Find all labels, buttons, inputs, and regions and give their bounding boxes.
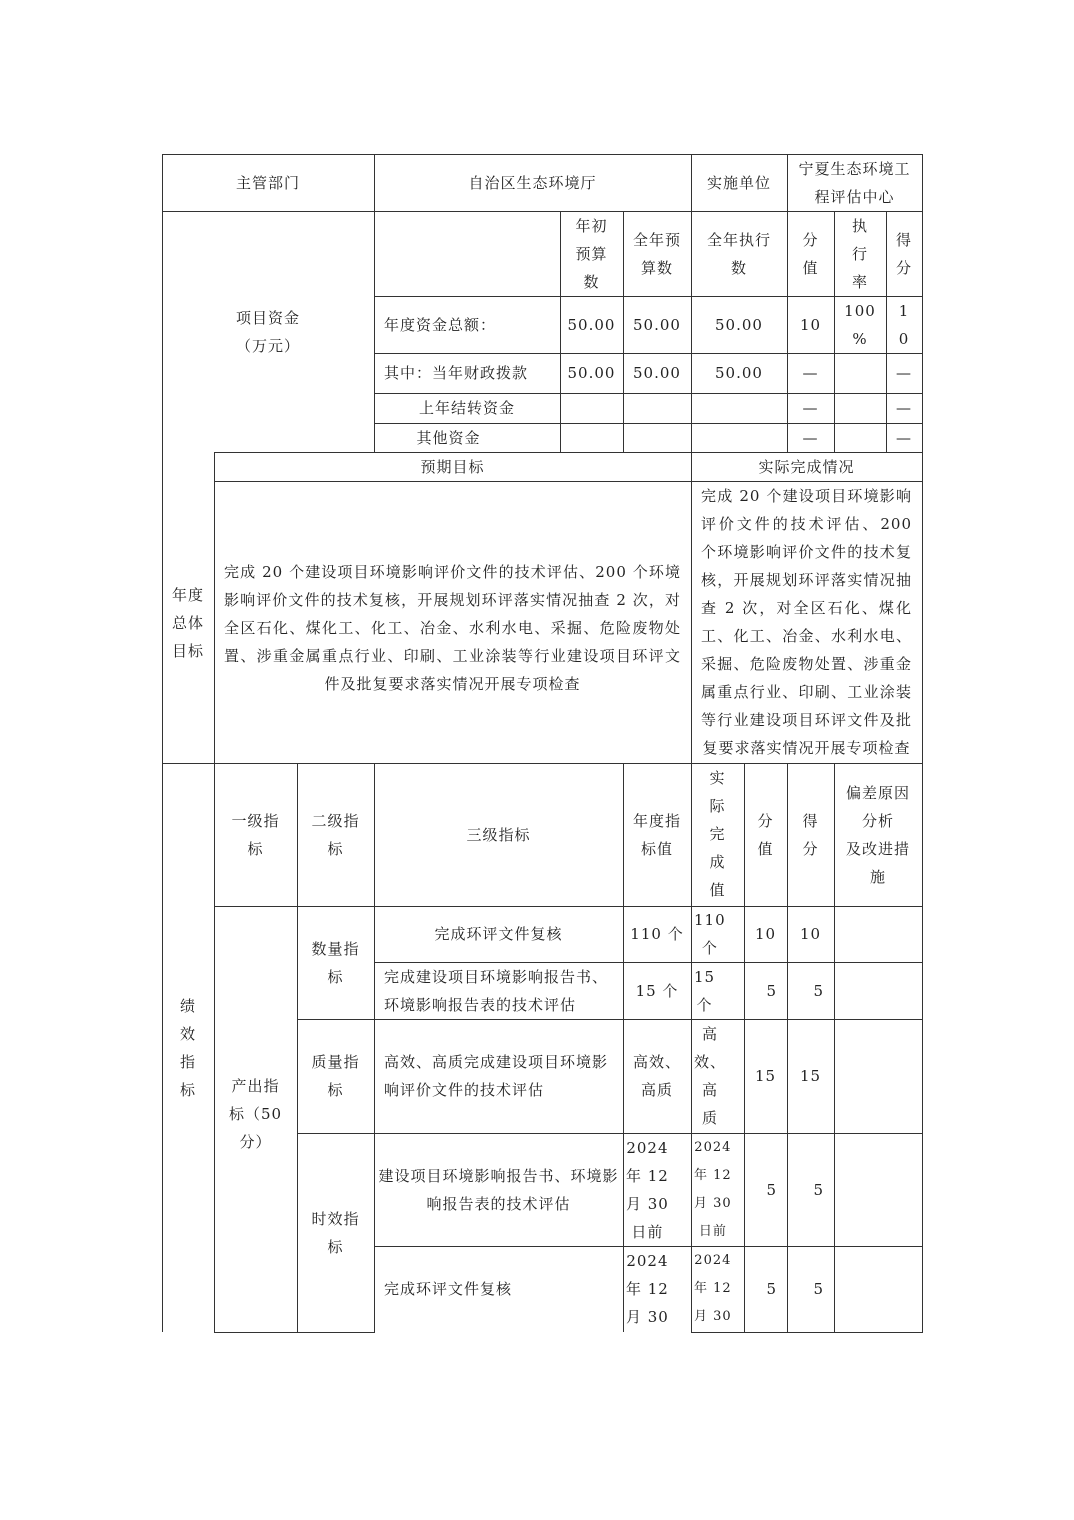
expected-goal-header-text: 预期目标 xyxy=(420,457,485,476)
header-level2 xyxy=(297,763,374,906)
indicator-name-text: 完成环评文件复核 xyxy=(384,1280,513,1298)
indicator-score-value xyxy=(744,1246,787,1332)
funds-row-score-text: — xyxy=(896,428,912,447)
header-annual-value-text: 年度指 标值 xyxy=(632,811,681,858)
indicator-target-text: 2024 年 12 月 30 xyxy=(626,1252,669,1326)
col-annual-budget-text: 全年预 算数 xyxy=(632,230,681,277)
funds-row-initial xyxy=(560,353,623,393)
indicator-target-text: 2024 年 12 月 30 日前 xyxy=(626,1138,669,1241)
funds-row-name xyxy=(374,296,560,353)
output-indicator-label xyxy=(214,906,297,1332)
indicator-score-value xyxy=(744,1133,787,1246)
indicator-name xyxy=(374,1019,623,1133)
funds-row-initial xyxy=(560,296,623,353)
funds-row-executed-text: 50.00 xyxy=(715,315,763,334)
funds-row-rate xyxy=(834,353,886,393)
funds-row-score-value-text: — xyxy=(802,428,819,447)
actual-goal-header-text: 实际完成情况 xyxy=(758,457,855,476)
funds-row-annual xyxy=(623,296,691,353)
funds-row-name-text: 上年结转资金 xyxy=(418,399,515,417)
col-execution-rate-text: 执 行 率 xyxy=(851,216,868,291)
funds-row-name xyxy=(374,353,560,393)
header-level1 xyxy=(214,763,297,906)
col-score-text: 得 分 xyxy=(895,230,912,277)
quantity-indicator-label xyxy=(297,906,374,1019)
indicator-score-value-text: 5 xyxy=(766,1280,777,1298)
funds-row-name-text: 年度资金总额： xyxy=(384,315,497,334)
funds-row-score-value-text: 10 xyxy=(799,315,822,334)
indicator-score-text: 10 xyxy=(799,925,822,943)
col-executed xyxy=(691,211,787,296)
funds-row-annual-text: 50.00 xyxy=(633,364,681,382)
indicator-target xyxy=(623,962,691,1019)
header-deviation-text: 偏差原因 分析 及改进措 施 xyxy=(845,783,910,886)
actual-goal-text-body: 完成 20 个建设项目环境影响评价文件的技术评估、200 个环境影响评价文件的技术复核，开展规划环评落实情况抽查 2 次，对全区石化、煤化工、化工、冶金、水利水电、采掘、危险废物处置、涉重金属重点行业、印刷、工业涂装等行业建设项目环评文件及批复要求落实情况开展专项检查 xyxy=(701,487,912,757)
funds-row-score xyxy=(886,393,922,423)
funds-row-name xyxy=(374,393,560,423)
funds-row-score xyxy=(886,353,922,393)
funds-row-score-text: 1 0 xyxy=(898,301,910,348)
rule xyxy=(922,154,923,1332)
header-score-value xyxy=(744,763,787,906)
expected-goal-header xyxy=(214,452,691,481)
col-annual-budget xyxy=(623,211,691,296)
implementing-unit-label xyxy=(691,154,787,211)
timeliness-indicator-label xyxy=(297,1133,374,1332)
implementing-unit-label-text: 实施单位 xyxy=(706,173,771,192)
funds-row-score-text: — xyxy=(896,364,912,382)
competent-dept-value xyxy=(374,154,691,211)
indicator-target xyxy=(623,906,691,962)
funds-row-initial-text: 50.00 xyxy=(567,364,616,382)
implementing-unit-value-text: 宁夏生态环境工 程评估中心 xyxy=(798,159,911,206)
indicator-score-text: 15 xyxy=(799,1067,822,1085)
indicator-name-text: 完成环评文件复核 xyxy=(434,925,563,943)
funds-row-executed-text: 50.00 xyxy=(715,364,763,382)
header-score xyxy=(787,763,834,906)
header-deviation xyxy=(834,763,922,906)
funds-row-score xyxy=(886,423,922,452)
funds-row-score-value-text: — xyxy=(802,399,819,417)
quality-indicator-label xyxy=(297,1019,374,1133)
indicator-target-text: 110 个 xyxy=(630,925,684,943)
funds-row-annual xyxy=(623,353,691,393)
indicator-name-text: 完成建设项目环境影响报告书、环境影响报告表的技术评估 xyxy=(384,967,609,1014)
indicator-score-value-text: 5 xyxy=(766,981,777,1000)
indicator-actual-text: 2024 年 12 月 30 日前 xyxy=(694,1139,732,1239)
competent-dept-label-text: 主管部门 xyxy=(235,173,300,192)
indicator-score xyxy=(787,1133,834,1246)
indicator-score xyxy=(787,1019,834,1133)
indicator-actual xyxy=(691,906,744,962)
indicator-name xyxy=(374,1246,623,1332)
performance-label-text: 绩 效 指 标 xyxy=(179,996,196,1099)
header-level2-text: 二级指 标 xyxy=(311,811,360,858)
indicator-actual xyxy=(691,1246,744,1332)
indicator-target xyxy=(623,1133,691,1246)
funds-row-score-value xyxy=(787,423,834,452)
output-indicator-label-text: 产出指 标（50 分） xyxy=(228,1077,283,1151)
indicator-score xyxy=(787,1246,834,1332)
funds-label xyxy=(162,211,374,452)
indicator-actual xyxy=(691,1019,744,1133)
header-score-value-text: 分 值 xyxy=(757,811,774,858)
rule xyxy=(214,1332,375,1333)
indicator-actual-text: 15 个 xyxy=(694,967,716,1014)
funds-row-initial-text: 50.00 xyxy=(567,315,616,334)
col-score-value-text: 分 值 xyxy=(802,230,819,277)
actual-goal-header xyxy=(691,452,922,481)
funds-row-name xyxy=(374,423,560,452)
timeliness-indicator-label-text: 时效指 标 xyxy=(311,1209,360,1256)
col-score-value xyxy=(787,211,834,296)
funds-row-executed xyxy=(691,353,787,393)
col-score xyxy=(886,211,922,296)
indicator-score-value-text: 5 xyxy=(766,1180,777,1199)
goals-label-text: 年度 总体 目标 xyxy=(171,585,204,660)
funds-row-score-value xyxy=(787,393,834,423)
indicator-actual xyxy=(691,962,744,1019)
funds-row-score-value xyxy=(787,353,834,393)
indicator-score-value-text: 10 xyxy=(754,925,777,943)
rule xyxy=(691,1332,923,1333)
implementing-unit-value xyxy=(787,154,922,211)
expected-goal-text-body: 完成 20 个建设项目环境影响评价文件的技术评估、200 个环境影响评价文件的技术复核，开展规划环评落实情况抽查 2 次，对全区石化、煤化工、化工、冶金、水利水电、采掘、危险废物处置、涉重金属重点行业、印刷、工业涂装等行业建设项目环评文件及批复要求落实情况开展专项检查 xyxy=(224,563,681,693)
quality-indicator-label-text: 质量指 标 xyxy=(311,1053,360,1099)
funds-row-rate-text: 100 % xyxy=(844,301,876,348)
indicator-actual-text: 高 效、 高 质 xyxy=(694,1025,727,1127)
indicator-target xyxy=(623,1246,691,1332)
indicator-name xyxy=(374,962,623,1019)
funds-row-score-value-text: — xyxy=(802,364,819,382)
goals-label xyxy=(162,452,214,763)
col-executed-text: 全年执行 数 xyxy=(706,230,771,277)
funds-row-score xyxy=(886,296,922,353)
funds-row-name-text: 其他资金 xyxy=(416,428,481,447)
funds-label-text: 项目资金 （万元） xyxy=(235,308,300,355)
competent-dept-value-text: 自治区生态环境厅 xyxy=(468,173,597,192)
indicator-score-value xyxy=(744,962,787,1019)
expected-goal-text xyxy=(214,481,691,763)
indicator-actual-text: 110 个 xyxy=(694,911,726,957)
indicator-name-text: 高效、高质完成建设项目环境影响评价文件的技术评估 xyxy=(384,1053,609,1099)
indicator-score-value xyxy=(744,1019,787,1133)
indicator-target xyxy=(623,1019,691,1133)
header-actual-value-text: 实 际 完 成 值 xyxy=(709,769,726,899)
indicator-score xyxy=(787,906,834,962)
col-initial-budget-text: 年初 预算 数 xyxy=(575,216,608,291)
indicator-score-text: 5 xyxy=(813,1180,824,1199)
header-level3-text: 三级指标 xyxy=(466,825,531,844)
indicator-score-text: 5 xyxy=(813,1280,824,1298)
indicator-target-text: 高效、 高质 xyxy=(632,1053,681,1099)
indicator-name xyxy=(374,906,623,962)
indicator-name xyxy=(374,1133,623,1246)
competent-dept-label xyxy=(162,154,374,211)
header-actual-value xyxy=(691,763,744,906)
actual-goal-text xyxy=(691,481,922,763)
col-initial-budget xyxy=(560,211,623,296)
indicator-score xyxy=(787,962,834,1019)
indicator-name-text: 建设项目环境影响报告书、环境影响报告表的技术评估 xyxy=(378,1166,619,1213)
funds-row-name-text: 其中：当年财政拨款 xyxy=(384,364,529,382)
header-level1-text: 一级指 标 xyxy=(231,811,280,858)
funds-row-executed xyxy=(691,296,787,353)
indicator-actual xyxy=(691,1133,744,1246)
col-execution-rate xyxy=(834,211,886,296)
funds-row-score-text: — xyxy=(896,399,912,417)
indicator-score-value-text: 15 xyxy=(754,1067,777,1085)
indicator-actual-text: 2024 年 12 月 30 xyxy=(694,1253,732,1324)
funds-row-score-value xyxy=(787,296,834,353)
funds-row-annual-text: 50.00 xyxy=(633,315,681,334)
quantity-indicator-label-text: 数量指 标 xyxy=(311,939,360,986)
header-annual-value xyxy=(623,763,691,906)
indicator-score-text: 5 xyxy=(813,981,824,1000)
indicator-score-value xyxy=(744,906,787,962)
header-level3 xyxy=(374,763,623,906)
performance-label xyxy=(162,763,214,1332)
header-score-text: 得 分 xyxy=(802,811,819,858)
indicator-target-text: 15 个 xyxy=(635,981,679,1000)
funds-row-rate xyxy=(834,296,886,353)
